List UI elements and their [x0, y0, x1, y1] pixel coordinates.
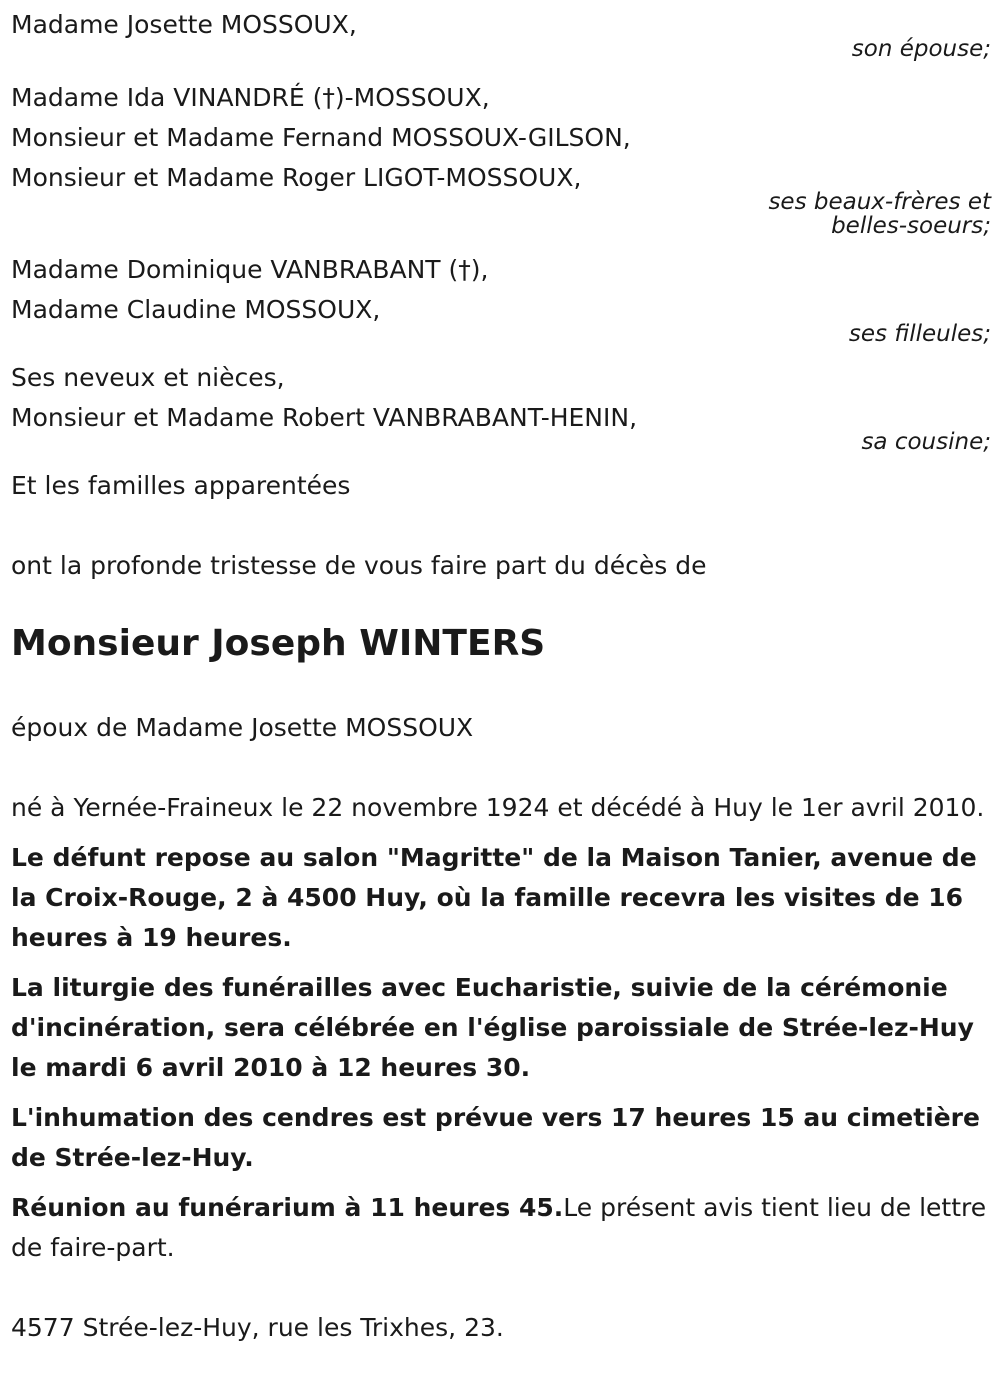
inlaws-group	[11, 78, 991, 246]
nephews-line: Ses neveux et nièces,	[11, 363, 285, 392]
notice-info: Le présent avis tient lieu de lettre de faire-part.	[11, 1193, 987, 1262]
goddaughter-name: Madame Dominique VANBRABANT (†),	[11, 255, 489, 284]
death-notice	[11, 0, 991, 1348]
deceased-name: Monsieur Joseph WINTERS	[11, 623, 546, 664]
goddaughters-role: ses filleules;	[848, 321, 991, 347]
inlaws-role-continued: belles-soeurs;	[831, 213, 991, 239]
nephews-cousin-group	[11, 358, 991, 462]
inlaws-role: ses beaux-frères et	[768, 189, 991, 215]
meeting-info: Réunion au funérarium à 11 heures 45.	[11, 1193, 564, 1222]
families-line: Et les familles apparentées	[11, 471, 351, 500]
cousin-role: sa cousine;	[861, 429, 991, 455]
deceased-spouse: époux de Madame Josette MOSSOUX	[11, 713, 474, 742]
rest-info: Le défunt repose au salon "Magritte" de la Maison Tanier, avenue de la Croix-Rouge, 2 à 4500 Huy, où la famille recevra les visites de 16 heures à 19 heures.	[11, 843, 977, 952]
burial-info: L'inhumation des cendres est prévue vers 17 heures 15 au cimetière de Strée-lez-Huy.	[11, 1103, 980, 1172]
cousin-name: Monsieur et Madame Robert VANBRABANT-HENIN,	[11, 403, 638, 432]
spouse-role: son épouse;	[851, 36, 991, 62]
birth-death: né à Yernée-Fraineux le 22 novembre 1924 et décédé à Huy le 1er avril 2010.	[11, 793, 985, 822]
inlaw-name: Monsieur et Madame Roger LIGOT-MOSSOUX,	[11, 163, 582, 192]
address: 4577 Strée-lez-Huy, rue les Trixhes, 23.	[11, 1313, 504, 1342]
meeting-paragraph	[11, 1188, 991, 1268]
families-group	[11, 466, 991, 506]
liturgy-info: La liturgie des funérailles avec Eucharistie, suivie de la cérémonie d'incinération, sera célébrée en l'église paroissiale de Strée-lez-Huy le mardi 6 avril 2010 à 12 heures 30.	[11, 973, 974, 1082]
inlaw-name: Madame Ida VINANDRÉ (†)-MOSSOUX,	[11, 83, 490, 112]
announcement: ont la profonde tristesse de vous faire part du décès de	[11, 551, 707, 580]
goddaughter-name: Madame Claudine MOSSOUX,	[11, 295, 381, 324]
spouse-name: Madame Josette MOSSOUX,	[11, 10, 357, 39]
goddaughters-group	[11, 250, 991, 354]
spouse-group	[11, 0, 991, 69]
inlaw-name: Monsieur et Madame Fernand MOSSOUX-GILSON,	[11, 123, 631, 152]
